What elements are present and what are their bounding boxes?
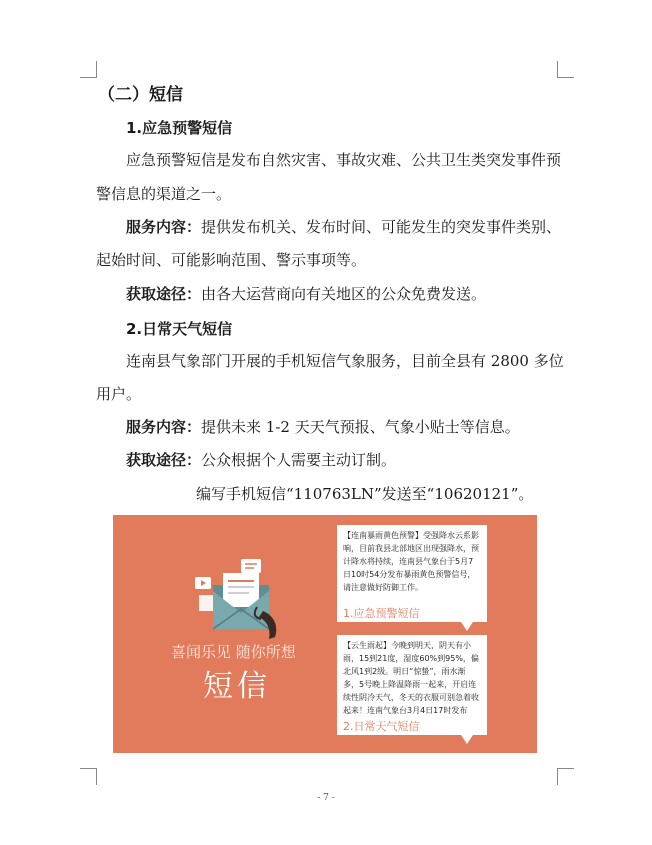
access-label: 获取途径： [126, 285, 202, 303]
access-label: 获取途径： [126, 451, 202, 469]
subsection-title-emergency: 1.应急预警短信 [126, 119, 233, 137]
service-content-line [126, 410, 520, 444]
weather-sms-bubble [337, 635, 487, 735]
bubble-tail [461, 735, 473, 744]
service-label: 服务内容： [126, 218, 202, 236]
service-label: 服务内容： [126, 418, 202, 436]
page-number: - 7 - [317, 793, 335, 803]
paragraph-line: 连南县气象部门开展的手机短信气象服务，目前全县有 2800 多位 [126, 352, 564, 370]
subsection-title-weather: 2.日常天气短信 [126, 320, 233, 338]
corner-mark-bottom-left [80, 768, 97, 785]
bubble-caption: 1.应急预警短信 [343, 607, 420, 620]
chat-icon [241, 559, 261, 573]
corner-mark-top-left [80, 61, 97, 78]
bubble-message: 【云生雨起】今晚到明天，阴天有小雨，15到21度，湿度60%到95%，偏北风1到2级。明日“惊蛰”，雨水渐多，5号晚上降温降雨一起来，开启连续性阴冷天气，冬天的衣服可别急着收起来！连南气象台3月4日17时发布 [343, 641, 479, 715]
paragraph-line: 用户。 [96, 385, 142, 403]
paragraph-line: 起始时间、可能影响范围、警示事项等。 [96, 251, 367, 269]
banner-slogan: 喜闻乐见 随你所想 [171, 643, 296, 661]
bubble-caption: 2.日常天气短信 [343, 720, 420, 733]
corner-mark-bottom-right [557, 768, 574, 785]
paragraph-line: 警信息的渠道之一。 [96, 185, 232, 203]
access-line [126, 443, 396, 477]
corner-mark-top-right [557, 61, 574, 78]
section-title: （二）短信 [98, 85, 183, 105]
envelope-phone-illustration [113, 515, 337, 645]
service-content-line [126, 210, 561, 244]
emergency-sms-bubble [337, 525, 487, 622]
service-text: 提供发布机关、发布时间、可能发生的突发事件类别、 [201, 218, 562, 236]
bubble-tail [461, 622, 473, 631]
sms-banner-image [113, 515, 537, 753]
access-line [126, 277, 486, 311]
subscribe-instruction: 编写手机短信“110763LN”发送至“10620121”。 [196, 485, 534, 503]
bubble-message: 【连南暴雨黄色预警】受强降水云系影响，目前我县北部地区出现强降水，预计降水将持续，连南县气象台于5月7日10时54分发布暴雨黄色预警信号，请注意做好防御工作。 [343, 531, 479, 592]
access-text: 由各大运营商向有关地区的公众免费发送。 [201, 285, 487, 303]
document-icon [199, 595, 213, 611]
service-text: 提供未来 1-2 天天气预报、气象小贴士等信息。 [201, 418, 520, 436]
banner-title: 短信 [203, 669, 271, 704]
envelope-icon [213, 573, 269, 629]
paragraph-line: 应急预警短信是发布自然灾害、事故灾难、公共卫生类突发事件预 [126, 151, 562, 169]
access-text: 公众根据个人需要主动订制。 [201, 451, 397, 469]
